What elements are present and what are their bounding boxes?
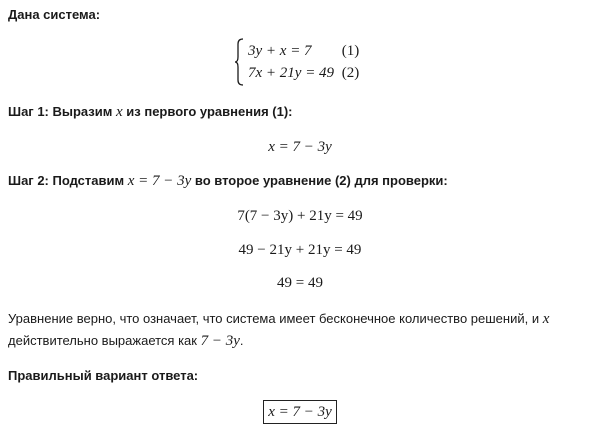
answer-heading: Правильный вариант ответа:: [8, 368, 199, 383]
step2-line-2: 49 − 21y + 21y = 49: [238, 242, 362, 258]
step2-line-1: 7(7 − 3y) + 21y = 49: [237, 208, 363, 224]
step1-suffix: из первого уравнения (1):: [122, 104, 293, 119]
step2-line-3: 49 = 49: [277, 275, 323, 291]
step2-prefix: Шаг 2: Подставим: [8, 173, 128, 188]
step1-formula: x = 7 − 3y: [268, 139, 332, 155]
step1-heading: [8, 103, 293, 121]
system-equation-2: [248, 63, 359, 83]
equation-1-label: (1): [341, 43, 360, 59]
step1-prefix: Шаг 1: Выразим: [8, 104, 116, 119]
intro-text: Дана система:: [8, 7, 101, 22]
left-brace: [234, 38, 244, 86]
conclusion-text-1: Уравнение верно, что означает, что система имеет бесконечное количество решений, и: [8, 311, 543, 326]
step1-var: x: [116, 104, 123, 120]
conclusion-period: .: [239, 333, 244, 348]
equation-2: 7x + 21y = 49: [248, 65, 335, 81]
conclusion-formula: 7 − 3y: [200, 333, 240, 349]
step2-inline-formula: x = 7 − 3y: [127, 173, 192, 189]
answer-box: x = 7 − 3y: [263, 400, 337, 424]
equation-system: [234, 38, 394, 86]
conclusion-var: x: [542, 311, 550, 327]
conclusion-line-2: [8, 332, 244, 350]
equation-2-label: (2): [341, 65, 360, 81]
equation-1: 3y + x = 7: [248, 43, 312, 59]
system-equation-1: [248, 41, 359, 61]
step2-heading: [8, 172, 448, 190]
step2-suffix: во второе уравнение (2) для проверки:: [191, 173, 448, 188]
conclusion-line-1: [8, 310, 549, 328]
conclusion-text-2: действительно выражается как: [8, 333, 201, 348]
answer-row: [0, 400, 600, 424]
